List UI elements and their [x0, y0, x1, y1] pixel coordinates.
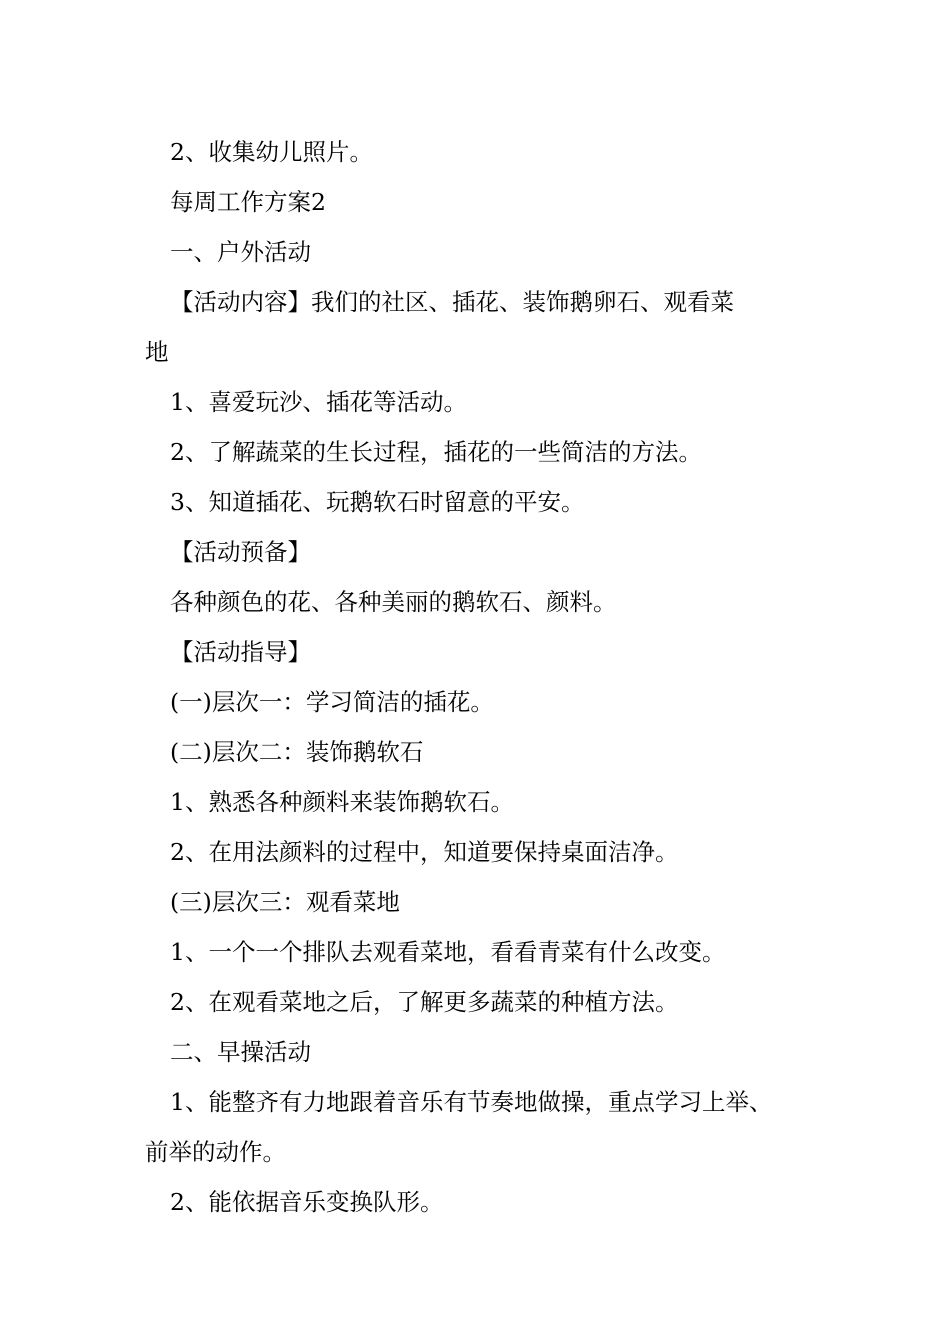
heading-morning-exercise: 二、早操活动: [170, 1038, 311, 1066]
list-item-goal-1: 1、喜爱玩沙、插花等活动。: [170, 388, 467, 416]
exercise-goal-1-line-1: 1、能整齐有力地跟着音乐有节奏地做操，重点学习上举、: [170, 1088, 773, 1116]
level-one-flower-arranging: (一)层次一：学习简洁的插花。: [170, 688, 494, 716]
paragraph-activity-content: [145, 277, 825, 377]
paragraph-exercise-goal-2: 2、能依据音乐变换队形。: [170, 1188, 444, 1216]
activity-content-line-2: 地: [145, 338, 169, 366]
activity-content-line-1: 【活动内容】我们的社区、插花、装饰鹅卵石、观看菜: [170, 288, 734, 316]
level-three-item-1: 1、一个一个排队去观看菜地，看看青菜有什么改变。: [170, 938, 726, 966]
exercise-goal-1-line-2: 前举的动作。: [145, 1138, 286, 1166]
level-three-item-2: 2、在观看菜地之后，了解更多蔬菜的种植方法。: [170, 988, 679, 1016]
heading-activity-preparation: 【活动预备】: [170, 538, 311, 566]
level-two-item-2: 2、在用法颜料的过程中，知道要保持桌面洁净。: [170, 838, 679, 866]
paragraph-materials: 各种颜色的花、各种美丽的鹅软石、颜料。: [170, 588, 617, 616]
paragraph-exercise-goal-1: [145, 1077, 825, 1177]
heading-outdoor-activity: 一、户外活动: [170, 238, 311, 266]
heading-activity-guidance: 【活动指导】: [170, 638, 311, 666]
level-two-item-1: 1、熟悉各种颜料来装饰鹅软石。: [170, 788, 514, 816]
list-item-goal-3: 3、知道插花、玩鹅软石时留意的平安。: [170, 488, 585, 516]
section-title-weekly-plan-2: 每周工作方案2: [170, 188, 326, 216]
level-two-decorate-stones: (二)层次二：装饰鹅软石: [170, 738, 424, 766]
paragraph-collect-photos: 2、收集幼儿照片。: [170, 138, 373, 166]
level-three-observe-garden: (三)层次三：观看菜地: [170, 888, 400, 916]
list-item-goal-2: 2、了解蔬菜的生长过程，插花的一些简洁的方法。: [170, 438, 702, 466]
